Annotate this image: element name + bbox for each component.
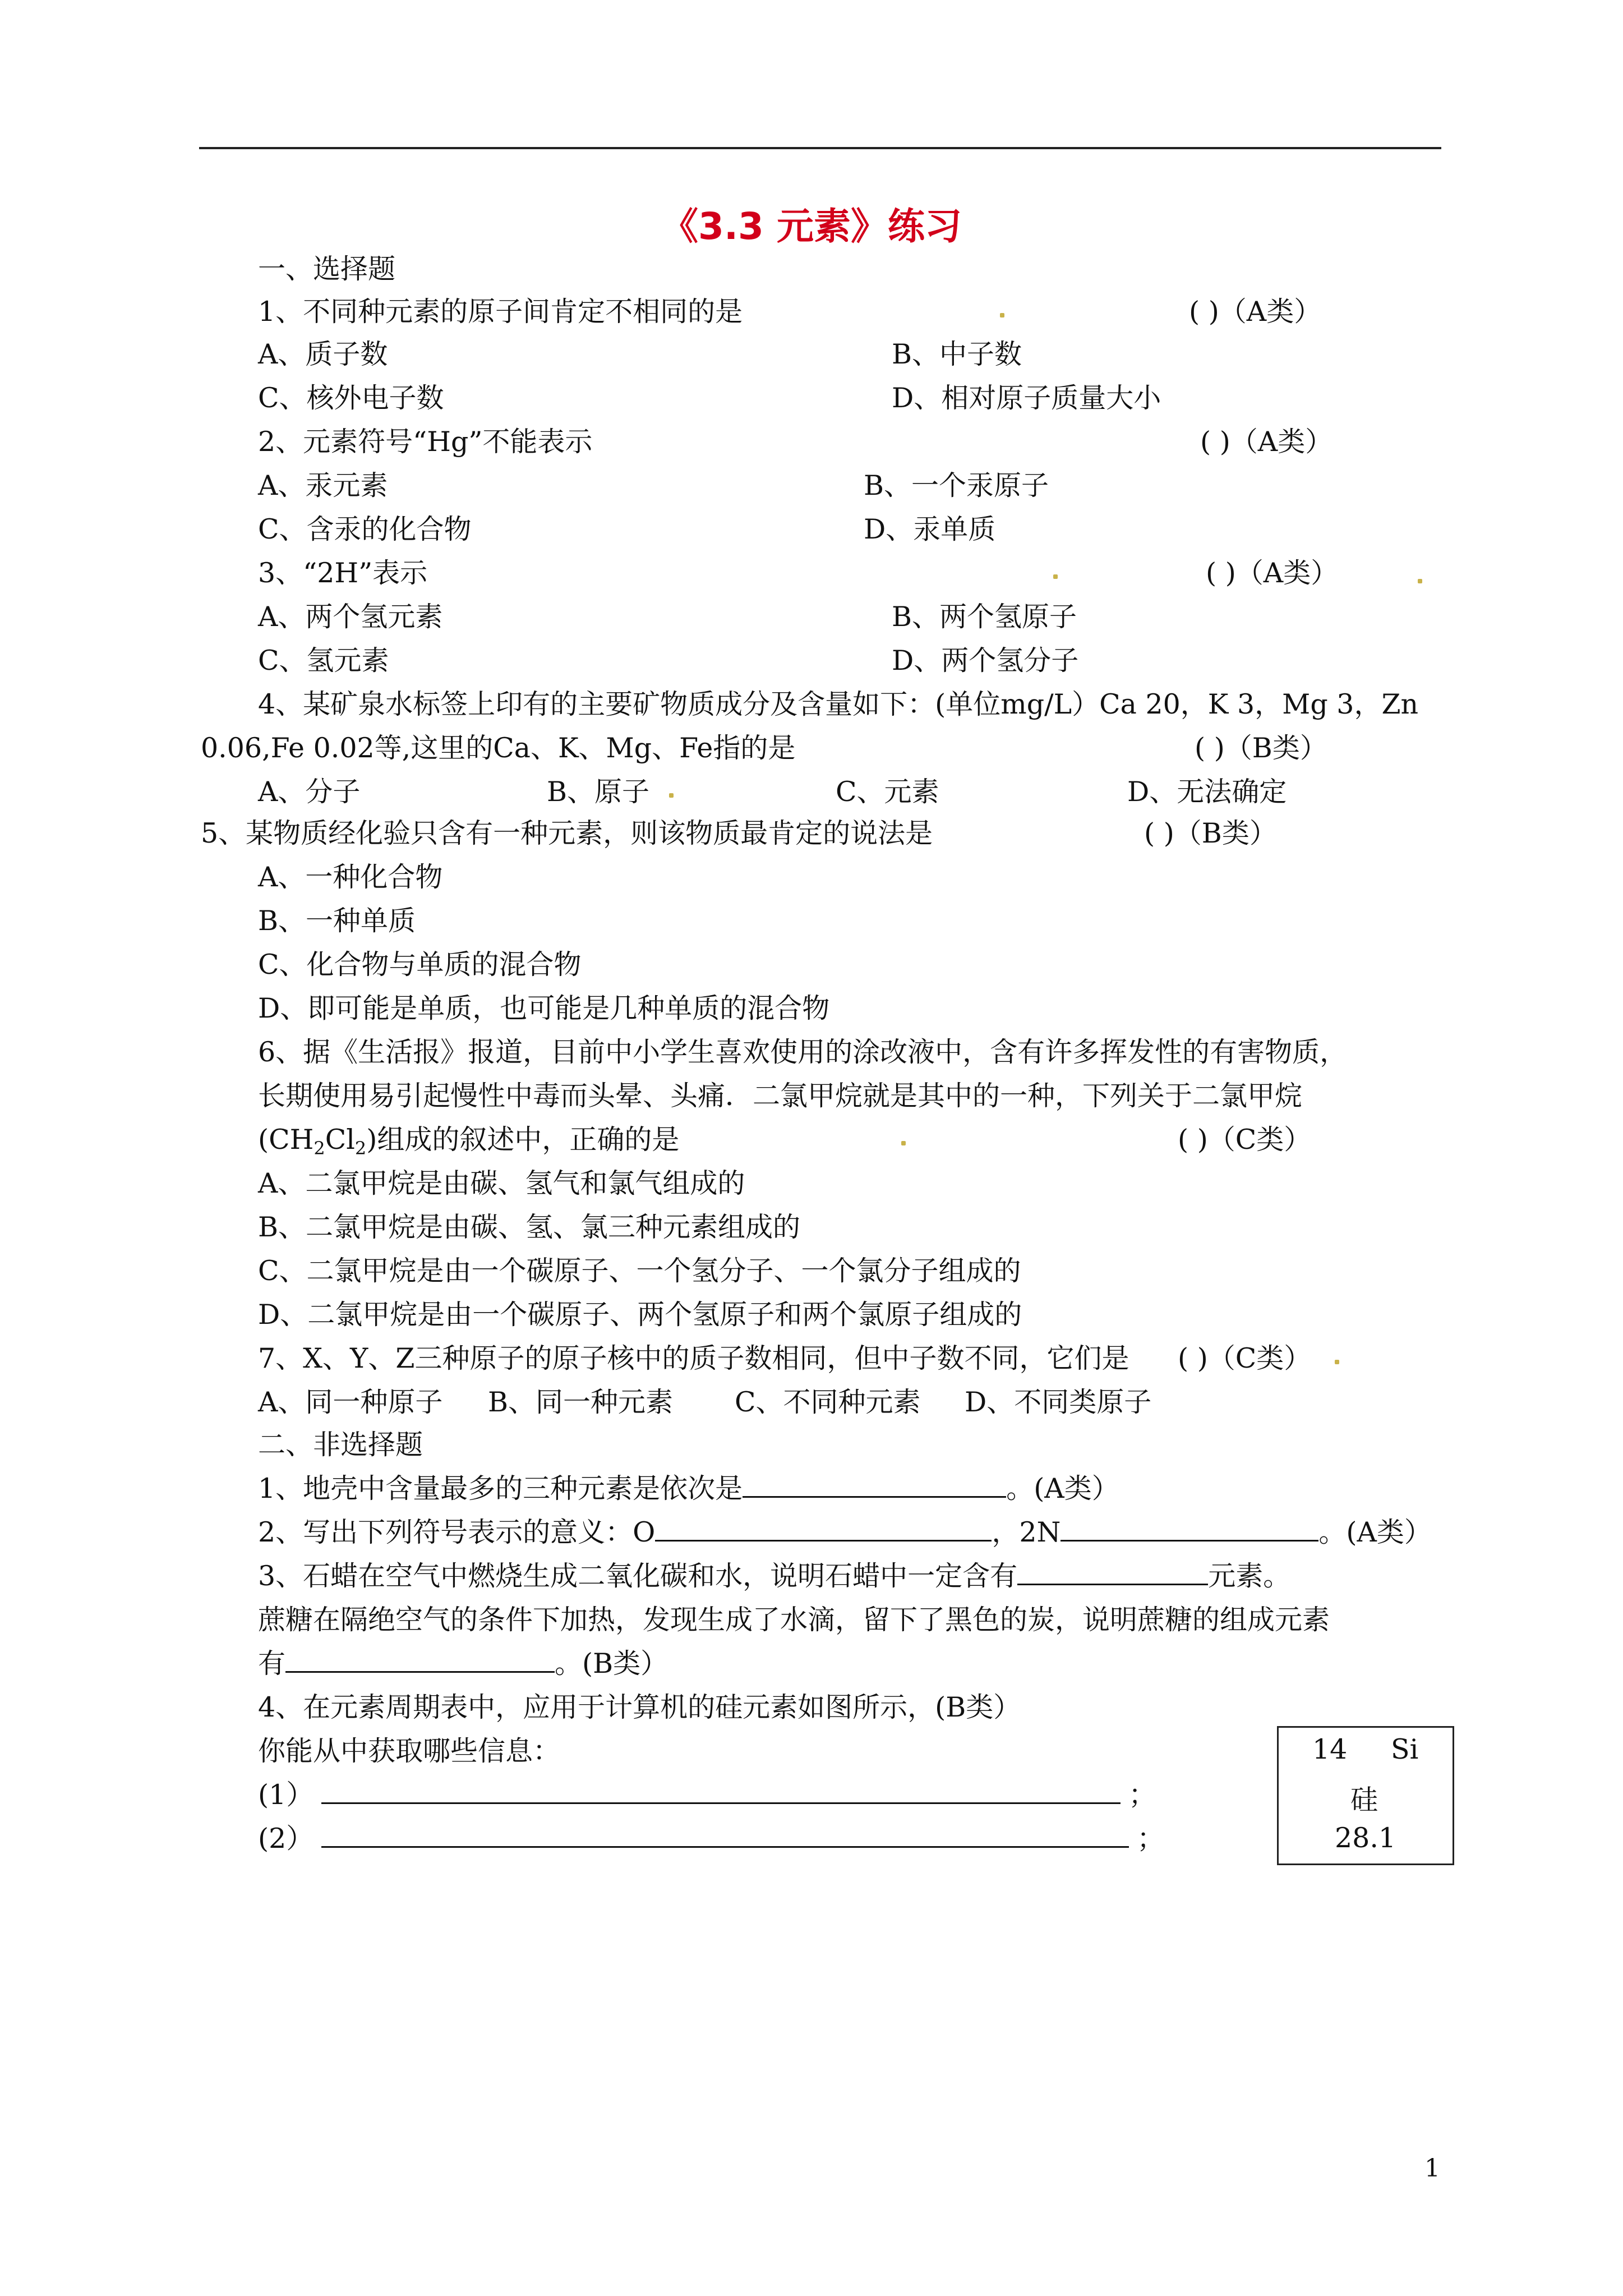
question-stem: 3、“2H”表示 xyxy=(258,557,428,589)
option-b: B、原子 xyxy=(547,776,650,808)
question-stem: 5、某物质经化验只含有一种元素，则该物质最肯定的说法是 xyxy=(201,817,933,849)
option-d: D、二氯甲烷是由一个碳原子、两个氢原子和两个氯原子组成的 xyxy=(258,1299,1022,1331)
question-stem: 4、某矿泉水标签上印有的主要矿物质成分及含量如下：(单位mg/L）Ca 20，K 3，Mg 3，Zn xyxy=(258,688,1419,720)
option-d: D、无法确定 xyxy=(1127,776,1287,808)
answer-bracket: ( )（A类） xyxy=(1206,557,1339,589)
scan-speck xyxy=(1053,574,1058,579)
option-a: A、同一种原子 xyxy=(258,1386,443,1418)
answer-blank[interactable] xyxy=(321,1780,1121,1804)
option-b: B、中子数 xyxy=(892,338,1022,370)
element-card xyxy=(1277,1726,1454,1865)
question-stem: 6、据《生活报》报道，目前中小学生喜欢使用的涂改液中，含有许多挥发性的有害物质， xyxy=(258,1036,1348,1068)
page-title: 《3.3 元素》练习 xyxy=(661,205,962,248)
answer-blank[interactable] xyxy=(321,1824,1129,1848)
option-d: D、汞单质 xyxy=(864,513,996,545)
option-c: C、含汞的化合物 xyxy=(258,513,472,545)
fill-question-cont: 蔗糖在隔绝空气的条件下加热，发现生成了水滴，留下了黑色的炭，说明蔗糖的组成元素 xyxy=(258,1604,1330,1636)
fill-question: 2、写出下列符号表示的意义：O ，2N 。(A类） xyxy=(258,1516,1432,1548)
option-c: C、不同种元素 xyxy=(735,1386,921,1418)
scan-speck xyxy=(669,793,674,798)
element-symbol: Si xyxy=(1391,1733,1419,1765)
option-a: A、二氯甲烷是由碳、氢气和氯气组成的 xyxy=(258,1167,745,1199)
question-stem: 2、元素符号“Hg”不能表示 xyxy=(258,426,593,458)
scan-speck xyxy=(1418,579,1422,583)
option-b: B、两个氢原子 xyxy=(892,601,1077,633)
page-number: 1 xyxy=(1424,2154,1440,2183)
option-b: B、二氯甲烷是由碳、氢、氯三种元素组成的 xyxy=(258,1211,801,1243)
option-d: D、即可能是单质，也可能是几种单质的混合物 xyxy=(258,992,830,1024)
answer-bracket: ( )（A类） xyxy=(1189,296,1322,328)
answer-bracket: ( )（A类） xyxy=(1200,426,1333,458)
section-heading: 一、选择题 xyxy=(258,253,396,285)
scan-speck xyxy=(1335,1360,1339,1364)
question-stem: 1、不同种元素的原子间肯定不相同的是 xyxy=(258,296,743,328)
scan-speck xyxy=(1000,313,1004,318)
option-d: D、两个氢分子 xyxy=(892,645,1079,677)
answer-bracket: ( )（B类） xyxy=(1195,732,1327,764)
option-b: B、一种单质 xyxy=(258,905,416,937)
atomic-number: 14 xyxy=(1312,1733,1348,1765)
answer-bracket: ( )（B类） xyxy=(1144,817,1277,849)
option-c: C、二氯甲烷是由一个碳原子、一个氢分子、一个氯分子组成的 xyxy=(258,1255,1021,1287)
option-a: A、分子 xyxy=(258,776,361,808)
option-d: D、不同类原子 xyxy=(965,1386,1152,1418)
option-c: C、元素 xyxy=(836,776,939,808)
fill-question: 1、地壳中含量最多的三种元素是依次是 。(A类） xyxy=(258,1473,1119,1504)
answer-blank[interactable] xyxy=(285,1649,555,1673)
answer-bracket: ( )（C类） xyxy=(1178,1124,1312,1156)
answer-line-1: (1） ； xyxy=(258,1779,1156,1811)
answer-blank[interactable] xyxy=(743,1474,1006,1498)
option-c: C、化合物与单质的混合物 xyxy=(258,949,582,981)
option-b: B、同一种元素 xyxy=(488,1386,674,1418)
fill-question-cont: 你能从中获取哪些信息： xyxy=(258,1735,561,1767)
answer-blank[interactable] xyxy=(1017,1561,1208,1585)
fill-question: 4、在元素周期表中，应用于计算机的硅元素如图所示，(B类） xyxy=(258,1691,1021,1723)
answer-bracket: ( )（C类） xyxy=(1178,1342,1312,1374)
option-b: B、一个汞原子 xyxy=(864,470,1049,501)
answer-line-2: (2） ； xyxy=(258,1823,1165,1855)
element-name: 硅 xyxy=(1350,1784,1378,1816)
fill-question: 3、石蜡在空气中燃烧生成二氧化碳和水，说明石蜡中一定含有 元素。 xyxy=(258,1560,1291,1592)
header-rule xyxy=(199,147,1441,149)
option-a: A、两个氢元素 xyxy=(258,601,443,633)
option-a: A、一种化合物 xyxy=(258,861,443,893)
question-stem-formula: $(CH_2Cl_2)$组成的叙述中，正确的是 xyxy=(258,1124,680,1159)
option-a: A、质子数 xyxy=(258,338,388,370)
atomic-mass: 28.1 xyxy=(1335,1822,1396,1854)
section-heading: 二、非选择题 xyxy=(258,1429,423,1461)
option-c: C、核外电子数 xyxy=(258,382,444,414)
option-d: D、相对原子质量大小 xyxy=(892,382,1161,414)
answer-blank[interactable] xyxy=(655,1517,992,1542)
scan-speck xyxy=(901,1141,906,1145)
question-stem: 7、X、Y、Z三种原子的原子核中的质子数相同，但中子数不同，它们是 xyxy=(258,1342,1129,1374)
question-stem-cont: 0.06,Fe 0.02等,这里的Ca、K、Mg、Fe指的是 xyxy=(201,732,796,764)
option-a: A、汞元素 xyxy=(258,470,388,501)
fill-question-cont: 有 。(B类） xyxy=(258,1648,668,1680)
answer-blank[interactable] xyxy=(1061,1517,1318,1542)
question-stem-cont: 长期使用易引起慢性中毒而头晕、头痛．二氯甲烷就是其中的一种，下列关于二氯甲烷 xyxy=(258,1080,1303,1112)
option-c: C、氢元素 xyxy=(258,645,389,677)
